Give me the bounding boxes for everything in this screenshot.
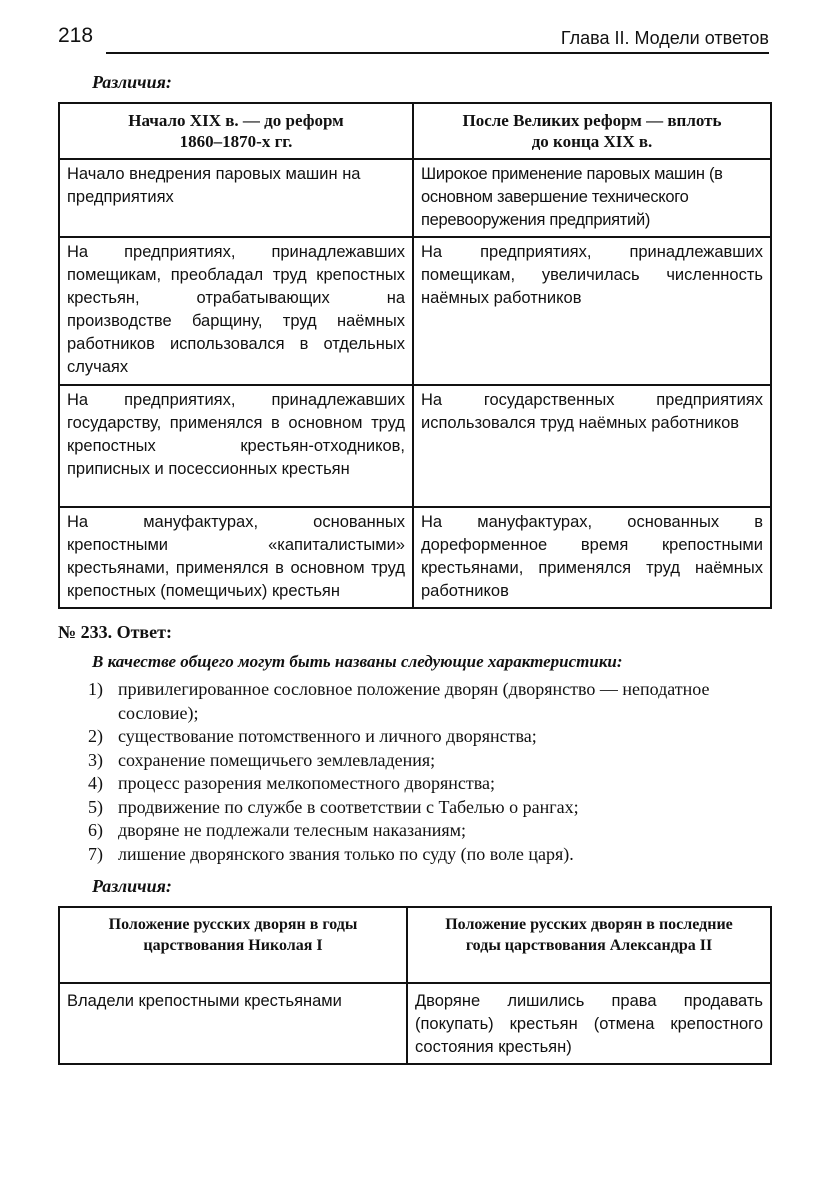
list-item-number: 1) bbox=[88, 679, 103, 699]
list-item-number: 2) bbox=[88, 726, 103, 746]
table-cell: На предприятиях, принадлежавших помещикам, преобладал труд крепостных крестьян, отрабатывающих на производстве барщину, труд наёмных работников использовался в отдельных случаях bbox=[59, 237, 413, 385]
table-row bbox=[59, 983, 771, 1064]
table-cell: Дворяне лишились права продавать (покупать) крестьян (отмена крепостного состояния крестьян) bbox=[407, 983, 771, 1064]
list-item-text: продвижение по службе в соответствии с Табелью о рангах; bbox=[118, 796, 579, 817]
table-cell: На государственных предприятиях использовался труд наёмных работников bbox=[413, 385, 771, 507]
list-item bbox=[88, 843, 772, 867]
list-item-number: 4) bbox=[88, 773, 103, 793]
section-label-differences-2: Различия: bbox=[92, 876, 172, 896]
list-item-text: лишение дворянского звания только по суду (по воле царя). bbox=[118, 843, 574, 864]
table-cell: На предприятиях, принадлежавших помещикам, увеличилась численность наёмных работников bbox=[413, 237, 771, 385]
list-item-text: процесс разорения мелкопоместного дворянства; bbox=[118, 773, 495, 793]
table-header-row bbox=[59, 907, 771, 983]
page-number: 218 bbox=[58, 24, 94, 47]
table-cell: На мануфактурах, основанных в дореформенное время крепостными крестьянами, применялся труд наёмных работников bbox=[413, 507, 771, 608]
running-header: Глава II. Модели ответов bbox=[560, 28, 769, 48]
column-header: Начало XIX в. — до реформ 1860–1870-х гг. bbox=[59, 103, 413, 159]
list-item bbox=[88, 819, 772, 843]
characteristics-list bbox=[88, 678, 772, 866]
column-header: После Великих реформ — вплоть до конца XIX в. bbox=[413, 103, 771, 159]
list-item-number: 3) bbox=[88, 749, 103, 770]
table-row bbox=[59, 385, 771, 507]
list-item bbox=[88, 772, 772, 796]
table-row bbox=[59, 237, 771, 385]
list-item-number: 6) bbox=[88, 820, 103, 840]
comparison-table-industry bbox=[58, 102, 772, 609]
list-item bbox=[88, 678, 772, 725]
table-cell: Начало внедрения паровых машин на предприятиях bbox=[59, 159, 413, 237]
table-cell: Широкое применение паровых машин (в основном завершение технического перевооружения предприятий) bbox=[413, 159, 771, 237]
section-label-differences-1: Различия: bbox=[92, 72, 172, 92]
table-cell: На предприятиях, принадлежавших государству, применялся в основном труд крепостных крестьян-отходников, приписных и посессионных крестьян bbox=[59, 385, 413, 507]
column-header: Положение русских дворян в годы царствования Николая I bbox=[59, 907, 407, 983]
list-item-number: 5) bbox=[88, 796, 103, 817]
column-header: Положение русских дворян в последние годы царствования Александра II bbox=[407, 907, 771, 983]
list-item-text: дворяне не подлежали телесным наказаниям; bbox=[118, 820, 467, 840]
table-header-row bbox=[59, 103, 771, 159]
answer-heading: № 233. Ответ: bbox=[58, 622, 172, 642]
list-item-text: привилегированное сословное положение дворян (дворянство — неподатное сословие); bbox=[118, 679, 710, 723]
table-row bbox=[59, 507, 771, 608]
list-item-text: сохранение помещичьего землевладения; bbox=[118, 749, 436, 770]
list-item bbox=[88, 725, 772, 749]
table-cell: На мануфактурах, основанных крепостными «капиталистыми» крестьянами, применялся в основном труд крепостных (помещичьих) крестьян bbox=[59, 507, 413, 608]
list-item bbox=[88, 749, 772, 773]
list-item-text: существование потомственного и личного дворянства; bbox=[118, 726, 537, 746]
list-item bbox=[88, 796, 772, 820]
answer-intro: В качестве общего могут быть названы следующие характеристики: bbox=[92, 652, 623, 671]
header-rule bbox=[106, 52, 769, 54]
list-item-number: 7) bbox=[88, 843, 103, 864]
comparison-table-nobility bbox=[58, 906, 772, 1065]
table-cell: Владели крепостными крестьянами bbox=[59, 983, 407, 1064]
table-row bbox=[59, 159, 771, 237]
